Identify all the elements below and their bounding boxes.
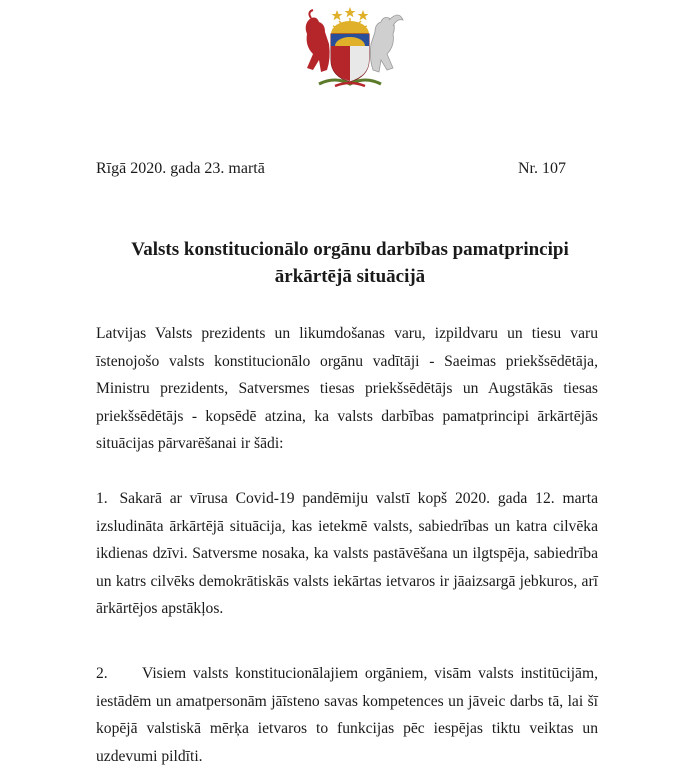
title-line-1: Valsts konstitucionālo orgānu darbības pamatprincipi (131, 239, 569, 260)
document-title (90, 236, 610, 290)
title-line-2: ārkārtējā situācijā (274, 266, 426, 287)
point-2-paragraph (96, 660, 598, 770)
point-2-number: 2. (96, 665, 108, 682)
place-date: Rīgā 2020. gada 23. martā (96, 160, 265, 177)
point-2-text: Visiem valsts konstitucionālajiem orgāniem, visām valsts institūcijām, iestādēm un amatpersonām jāīsteno savas kompetences un jāveic darbs tā, lai šī kopējā valstiskā mērķa ietvaros to funkcijas pēc iespējas tiktu veiktas un uzdevumi pildīti. (96, 665, 598, 765)
point-1-number: 1. (96, 490, 112, 507)
latvia-coat-of-arms-icon (295, 4, 405, 90)
intro-paragraph: Latvijas Valsts prezidents un likumdošanas varu, izpildvaru un tiesu varu īstenojošo valsts konstitucionālo orgānu vadītāji - Saeimas priekšsēdētāja, Ministru prezidents, Satversmes tiesas priekšsēdētājs un Augstākās tiesas priekšsēdētājs - kopsēdē atzina, ka valsts darbības pamatprincipi ārkārtējās situācijas pārvarēšanai ir šādi: (96, 325, 598, 452)
document-number: Nr. 107 (518, 160, 566, 177)
point-1-paragraph (96, 485, 598, 623)
date-line (96, 160, 566, 178)
point-1-text: Sakarā ar vīrusa Covid-19 pandēmiju valstī kopš 2020. gada 12. marta izsludināta ārkārtējā situācija, kas ietekmē valsts, sabiedrības un katra cilvēka ikdienas dzīvi. Satversme nosaka, ka valsts pastāvēšana un ilgtspēja, sabiedrība un katrs cilvēks demokrātiskās valsts iekārtas ietvaros ir jāaizsargā jebkuros, arī ārkārtējos apstākļos. (96, 490, 598, 617)
